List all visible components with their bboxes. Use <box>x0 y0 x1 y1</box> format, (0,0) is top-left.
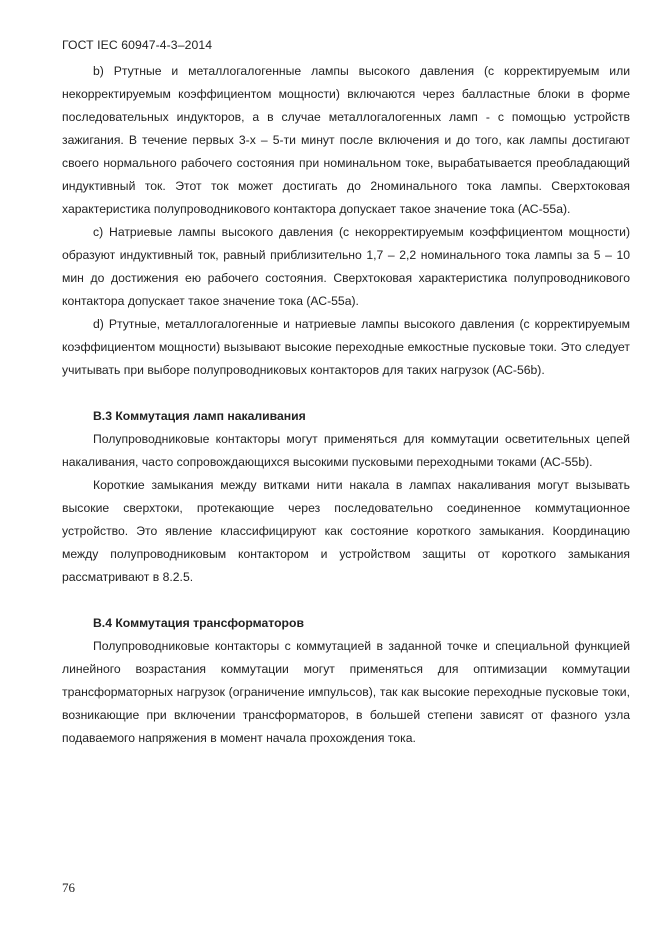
section-b4-heading: В.4 Коммутация трансформаторов <box>93 616 304 630</box>
paragraph-d: d) Ртутные, металлогалогенные и натриевые лампы высокого давления (с корректируемым коэффициентом мощности) вызывают высокие переходные емкостные пусковые токи. Это следует учитывать при выборе полупроводниковых контакторов для таких нагрузок (АС-56b). <box>62 317 630 377</box>
section-b3-heading: В.3 Коммутация ламп накаливания <box>93 409 306 423</box>
section-b4-paragraph-1: Полупроводниковые контакторы с коммутацией в заданной точке и специальной функцией линейного возрастания коммутации могут применяться для оптимизации коммутации трансформаторных нагрузок (ограничение импульсов), так как высокие переходные пусковые токи, возникающие при включении трансформаторов, в большей степени зависят от фазного узла подаваемого напряжения в момент начала прохождения тока. <box>62 639 630 745</box>
section-b3-paragraph-1: Полупроводниковые контакторы могут применяться для коммутации осветительных цепей накаливания, часто сопровождающихся высокими пусковыми переходными токами (АС-55b). <box>62 432 630 469</box>
paragraph-c: c) Натриевые лампы высокого давления (с некорректируемым коэффициентом мощности) образуют индуктивный ток, равный приблизительно 1,7 – 2,2 номинального тока лампы за 5 – 10 мин до достижения ею рабочего состояния. Сверхтоковая характеристика полупроводникового контактора допускает такое значение тока (АС-55а). <box>62 225 630 308</box>
page-number: 76 <box>62 880 75 895</box>
paragraph-b: b) Ртутные и металлогалогенные лампы высокого давления (с корректируемым или некорректируемым коэффициентом мощности) включаются через балластные блоки в форме последовательных индукторов, а в случае металлогалогенных ламп - с помощью устройств зажигания. В течение первых 3-х – 5-ти минут после включения и до того, как лампы достигают своего нормального рабочего состояния при номинальном токе, вырабатывается преобладающий индуктивный ток. Этот ток может достигать до 2номинального тока лампы. Сверхтоковая характеристика полупроводникового контактора допускает такое значение тока (АС-55а). <box>62 64 630 216</box>
document-body <box>62 60 630 750</box>
section-b3-paragraph-2: Короткие замыкания между витками нити накала в лампах накаливания могут вызывать высокие сверхтоки, протекающие через последовательно соединенное коммутационное устройство. Это явление классифицируют как состояние короткого замыкания. Координацию между полупроводниковым контактором и устройством защиты от короткого замыкания рассматривают в 8.2.5. <box>62 478 630 584</box>
document-header: ГОСТ IEC 60947-4-3–2014 <box>62 38 213 52</box>
